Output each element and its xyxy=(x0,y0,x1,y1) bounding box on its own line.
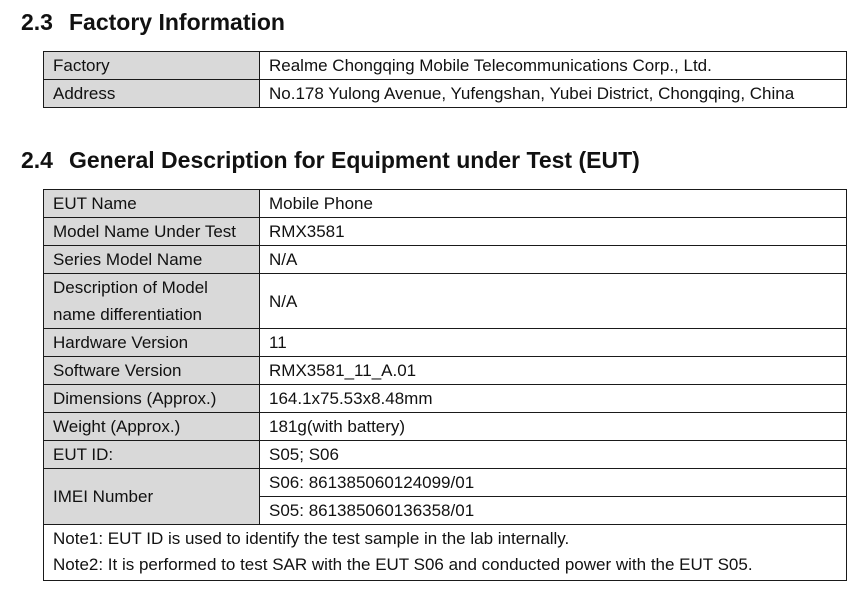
series-model-value: N/A xyxy=(260,246,847,274)
factory-value: Realme Chongqing Mobile Telecommunications Corp., Ltd. xyxy=(260,52,847,80)
eut-name-label: EUT Name xyxy=(44,190,260,218)
factory-label: Factory xyxy=(44,52,260,80)
imei-label: IMEI Number xyxy=(44,469,260,525)
table-row xyxy=(44,441,847,469)
section-heading-factory-information xyxy=(21,9,285,36)
eut-name-value: Mobile Phone xyxy=(260,190,847,218)
model-differentiation-value: N/A xyxy=(260,274,847,329)
weight-value: 181g(with battery) xyxy=(260,413,847,441)
table-row xyxy=(44,190,847,218)
model-name-label: Model Name Under Test xyxy=(44,218,260,246)
software-version-label: Software Version xyxy=(44,357,260,385)
series-model-label: Series Model Name xyxy=(44,246,260,274)
dimensions-value: 164.1x75.53x8.48mm xyxy=(260,385,847,413)
section-heading-eut-description xyxy=(21,147,640,174)
eut-id-value: S05; S06 xyxy=(260,441,847,469)
section-number: 2.3 xyxy=(21,9,53,35)
model-differentiation-label: Description of Model name differentiation xyxy=(44,274,260,329)
section-title: Factory Information xyxy=(69,9,285,35)
table-row xyxy=(44,385,847,413)
section-number: 2.4 xyxy=(21,147,53,173)
table-row xyxy=(44,413,847,441)
imei-value-s06: S06: 861385060124099/01 xyxy=(260,469,847,497)
eut-description-table xyxy=(43,189,847,581)
hardware-version-value: 11 xyxy=(260,329,847,357)
table-row xyxy=(44,469,847,497)
address-value: No.178 Yulong Avenue, Yufengshan, Yubei District, Chongqing, China xyxy=(260,80,847,108)
note-2: Note2: It is performed to test SAR with the EUT S06 and conducted power with the EUT S05. xyxy=(53,555,753,574)
address-label: Address xyxy=(44,80,260,108)
factory-information-table xyxy=(43,51,847,108)
eut-id-label: EUT ID: xyxy=(44,441,260,469)
table-row xyxy=(44,329,847,357)
table-row xyxy=(44,246,847,274)
table-row xyxy=(44,80,847,108)
table-row xyxy=(44,52,847,80)
table-row xyxy=(44,218,847,246)
imei-value-s05: S05: 861385060136358/01 xyxy=(260,497,847,525)
note-1: Note1: EUT ID is used to identify the test sample in the lab internally. xyxy=(53,529,570,548)
notes-row xyxy=(44,525,847,581)
table-row xyxy=(44,274,847,329)
section-title: General Description for Equipment under Test (EUT) xyxy=(69,147,640,173)
software-version-value: RMX3581_11_A.01 xyxy=(260,357,847,385)
notes-cell xyxy=(44,525,847,581)
hardware-version-label: Hardware Version xyxy=(44,329,260,357)
table-row xyxy=(44,357,847,385)
dimensions-label: Dimensions (Approx.) xyxy=(44,385,260,413)
model-name-value: RMX3581 xyxy=(260,218,847,246)
weight-label: Weight (Approx.) xyxy=(44,413,260,441)
